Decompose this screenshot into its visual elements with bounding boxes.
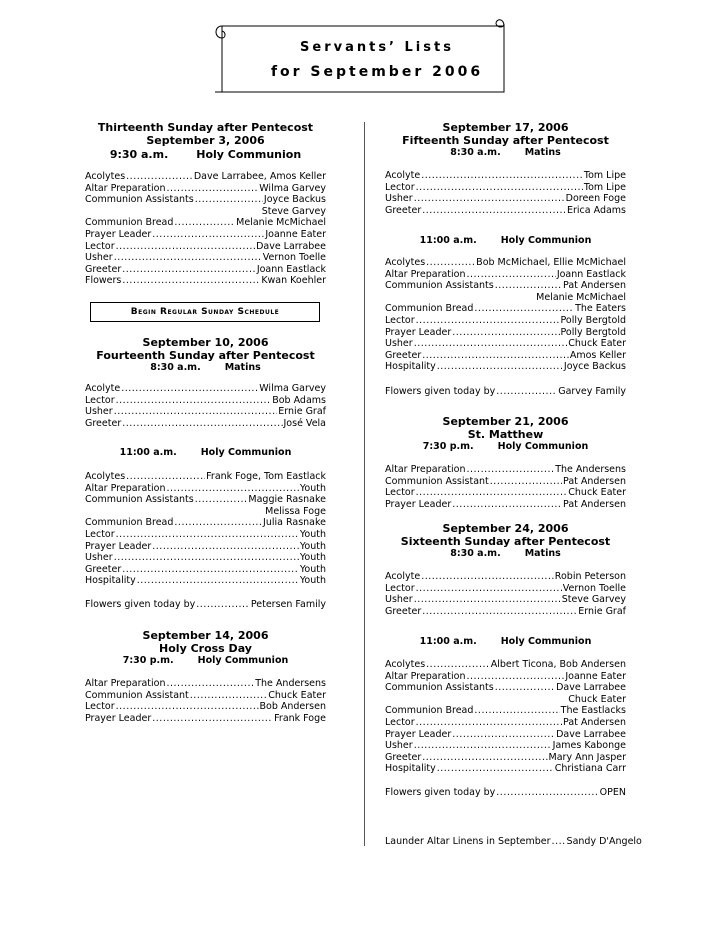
list-item: Altar Preparation ..... Wilma Garvey [85, 183, 326, 195]
list-item: Acolytes ..... Dave Larrabee, Amos Keller [85, 171, 326, 183]
list-item: Communion Assistants ..... Maggie Rasnake [85, 494, 326, 506]
assignment-list [385, 571, 626, 617]
flowers-line [385, 787, 626, 799]
list-item: Usher ..... James Kabonge [385, 740, 626, 752]
assignment-list [385, 464, 626, 510]
list-item: Communion Bread ..... The Eaters [385, 303, 626, 315]
list-item: Lector ..... Dave Larrabee [85, 241, 326, 253]
service-heading: St. Matthew [467, 428, 544, 441]
page-subtitle: for September 2006 [270, 64, 484, 80]
service-heading: Fourteenth Sunday after Pentecost [96, 349, 315, 362]
service-time: 8:30 a.m. [450, 147, 501, 158]
service-time: 7:30 p.m. [422, 441, 474, 452]
list-item: Acolytes ..... Bob McMichael, Ellie McMichael [385, 257, 626, 269]
list-item: Prayer Leader ..... Polly Bergtold [385, 327, 626, 339]
service-type: Holy Communion [196, 148, 302, 161]
list-item: Altar Preparation ..... The Andersens [385, 464, 626, 476]
assignment-list [385, 659, 626, 775]
list-item: Greeter ..... Ernie Graf [385, 606, 626, 618]
list-item: Greeter ..... Joann Eastlack [85, 264, 326, 276]
service-time: 8:30 a.m. [450, 548, 501, 559]
list-item: Prayer Leader ..... Joanne Eater [85, 229, 326, 241]
service-time: 11:00 a.m. [419, 235, 477, 246]
service-heading: Thirteenth Sunday after Pentecost [97, 121, 314, 134]
list-item: Usher ..... Chuck Eater [385, 338, 626, 350]
list-item: Greeter ..... Youth [85, 564, 326, 576]
schedule-notice-box: Begin Regular Sunday Schedule [90, 302, 320, 322]
list-item-continuation: Melanie McMichael [536, 291, 626, 303]
flowers-line [385, 386, 626, 398]
service-heading: Fifteenth Sunday after Pentecost [402, 134, 609, 147]
service-heading: Sixteenth Sunday after Pentecost [400, 535, 611, 548]
list-item-continuation: Melissa Foge [265, 505, 326, 517]
service-block [385, 235, 626, 247]
list-item: Communion Assistant ..... Pat Andersen [385, 476, 626, 488]
list-item: Usher ..... Vernon Toelle [85, 252, 326, 264]
list-item: Greeter ..... Amos Keller [385, 350, 626, 362]
altar-linens-line [385, 836, 645, 848]
list-item: Lector ..... Polly Bergtold [385, 315, 626, 327]
list-item: Lector ..... Bob Adams [85, 395, 326, 407]
list-item: Flowers ..... Kwan Koehler [85, 275, 326, 287]
list-item: Communion Bread ..... Melanie McMichael [85, 217, 326, 229]
list-item: Lector ..... Tom Lipe [385, 182, 626, 194]
service-type: Matins [524, 147, 561, 158]
service-block [385, 522, 626, 560]
assignment-list [85, 171, 326, 287]
service-block [85, 629, 326, 667]
scroll-banner-graphic [212, 14, 510, 96]
list-item: Usher ..... Doreen Foge [385, 193, 626, 205]
service-type: Holy Communion [200, 447, 292, 458]
flowers-line [85, 599, 326, 611]
list-item: Acolytes ..... Albert Ticona, Bob Andersen [385, 659, 626, 671]
service-type: Matins [524, 548, 561, 559]
list-item: Greeter ..... Erica Adams [385, 205, 626, 217]
service-time: 8:30 a.m. [150, 362, 201, 373]
list-item: Lector ..... Chuck Eater [385, 487, 626, 499]
service-date: September 17, 2006 [442, 121, 569, 134]
service-date: September 10, 2006 [142, 336, 269, 349]
service-time: 11:00 a.m. [419, 636, 477, 647]
assignment-list [85, 383, 326, 429]
service-block [85, 121, 326, 161]
list-item-continuation: Steve Garvey [261, 205, 326, 217]
list-item: Hospitality ..... Joyce Backus [385, 361, 626, 373]
list-item: Communion Assistant ..... Chuck Eater [85, 690, 326, 702]
column-divider [364, 122, 365, 846]
service-time: 9:30 a.m. [109, 148, 169, 161]
service-date: September 24, 2006 [442, 522, 569, 535]
service-type: Holy Communion [500, 636, 592, 647]
list-item: Acolyte ..... Tom Lipe [385, 170, 626, 182]
list-item: Acolyte ..... Wilma Garvey [85, 383, 326, 395]
list-item: Usher ..... Ernie Graf [85, 406, 326, 418]
list-item: Usher ..... Steve Garvey [385, 594, 626, 606]
service-type: Holy Communion [197, 655, 289, 666]
list-item: Lector ..... Pat Andersen [385, 717, 626, 729]
list-item: Greeter ..... Mary Ann Jasper [385, 752, 626, 764]
list-item: Flowers given today by ..... OPEN [385, 787, 626, 799]
list-item: Prayer Leader ..... Frank Foge [85, 713, 326, 725]
list-item: Hospitality ..... Christiana Carr [385, 763, 626, 775]
service-date: September 14, 2006 [142, 629, 269, 642]
list-item: Lector ..... Vernon Toelle [385, 583, 626, 595]
title-scroll [212, 14, 510, 96]
list-item: Communion Assistants ..... Pat Andersen [385, 280, 626, 292]
list-item: Greeter ..... José Vela [85, 418, 326, 430]
service-time: 7:30 p.m. [122, 655, 174, 666]
page-title: Servants’ Lists [300, 40, 454, 55]
assignment-list [385, 257, 626, 373]
assignment-list [85, 678, 326, 724]
list-item: Lector ..... Youth [85, 529, 326, 541]
service-date: September 3, 2006 [146, 134, 265, 147]
service-block [85, 447, 326, 459]
service-block [385, 121, 626, 159]
list-item: Communion Bread ..... The Eastlacks [385, 705, 626, 717]
list-item: Communion Bread ..... Julia Rasnake [85, 517, 326, 529]
service-type: Matins [224, 362, 261, 373]
service-heading: Holy Cross Day [159, 642, 252, 655]
list-item: Acolyte ..... Robin Peterson [385, 571, 626, 583]
list-item: Usher ..... Youth [85, 552, 326, 564]
list-item-continuation: Chuck Eater [568, 693, 626, 705]
assignment-list [85, 471, 326, 587]
list-item: Altar Preparation ..... The Andersens [85, 678, 326, 690]
list-item: Hospitality ..... Youth [85, 575, 326, 587]
list-item: Prayer Leader ..... Dave Larrabee [385, 729, 626, 741]
service-type: Holy Communion [497, 441, 589, 452]
list-item: Communion Assistants ..... Joyce Backus [85, 194, 326, 206]
list-item: Flowers given today by ..... Petersen Family [85, 599, 326, 611]
service-block [385, 636, 626, 648]
list-item: Altar Preparation ..... Youth [85, 483, 326, 495]
list-item: Altar Preparation ..... Joanne Eater [385, 671, 626, 683]
service-type: Holy Communion [500, 235, 592, 246]
list-item: Prayer Leader ..... Pat Andersen [385, 499, 626, 511]
list-item: Flowers given today by ..... Garvey Family [385, 386, 626, 398]
service-time: 11:00 a.m. [119, 447, 177, 458]
service-date: September 21, 2006 [442, 415, 569, 428]
list-item: Communion Assistants ..... Dave Larrabee [385, 682, 626, 694]
list-item: Acolytes ..... Frank Foge, Tom Eastlack [85, 471, 326, 483]
list-item: Lector ..... Bob Andersen [85, 701, 326, 713]
list-item: Launder Altar Linens in September ..... Sandy D'Angelo [385, 836, 645, 848]
assignment-list [385, 170, 626, 216]
service-block [85, 336, 326, 374]
list-item: Prayer Leader ..... Youth [85, 541, 326, 553]
service-block [385, 415, 626, 453]
list-item: Altar Preparation ..... Joann Eastlack [385, 269, 626, 281]
